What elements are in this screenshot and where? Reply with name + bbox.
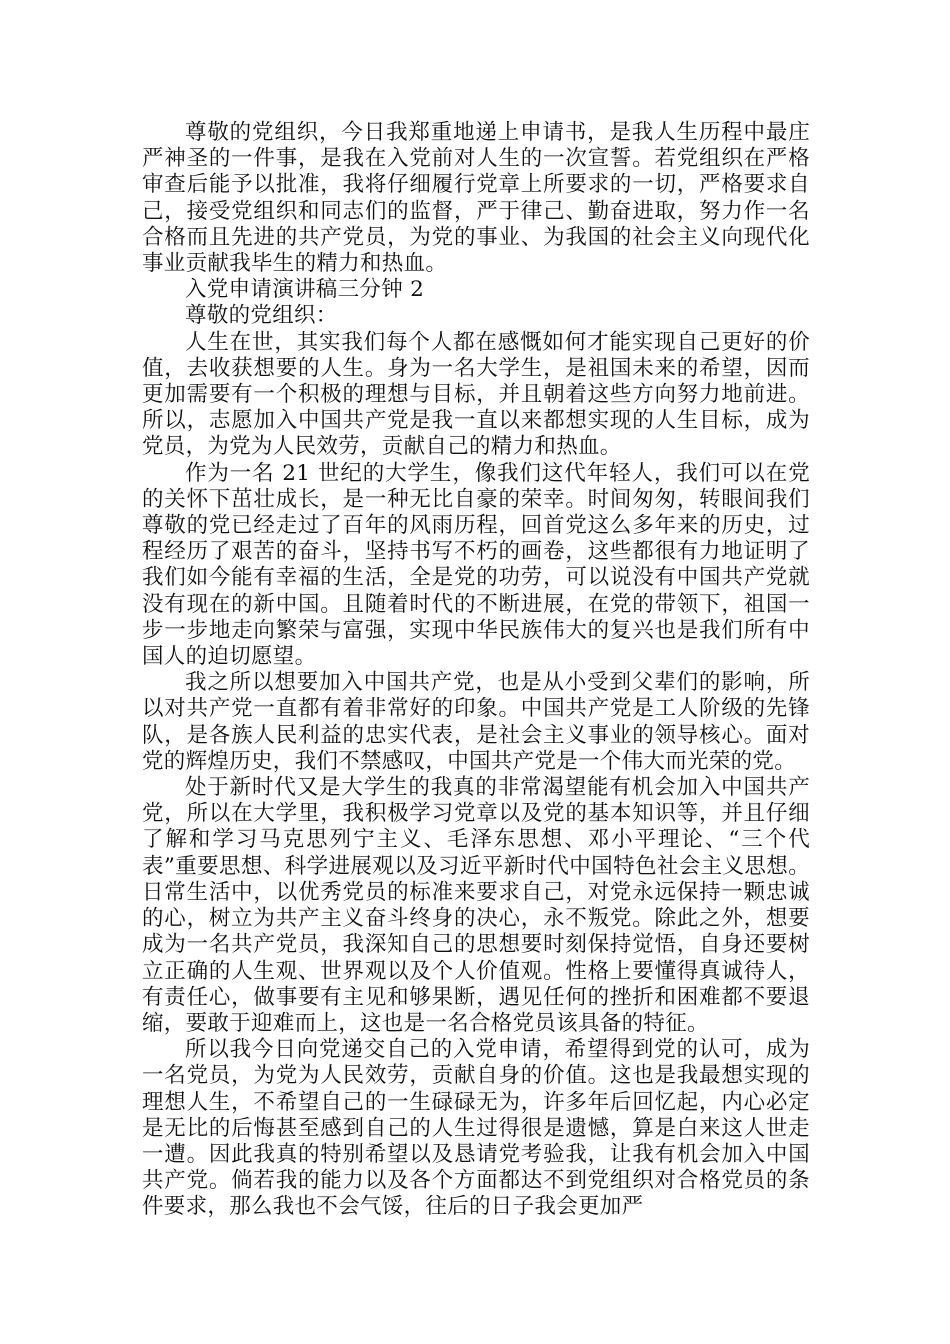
paragraph-intro: 人生在世，其实我们每个人都在感慨如何才能实现自己更好的价值，去收获想要的人生。身为一名大学生，是祖国未来的希望，因而更加需要有一个积极的理想与目标，并且朝着这些方向努力地前进。所以，志愿加入中国共产党是我一直以来都想实现的人生目标，成为党员，为党为人民效劳，贡献自己的精力和热血。: [142, 329, 810, 460]
salutation: 尊敬的党组织：: [185, 303, 338, 329]
paragraph-influence: 我之所以想要加入中国共产党，也是从小受到父辈们的影响，所以对共产党一直都有着非常好的印象。中国共产党是工人阶级的先锋队，是各族人民利益的忠实代表，是社会主义事业的领导核心。面对党的辉煌历史，我们不禁感叹，中国共产党是一个伟大而光荣的党。: [142, 670, 810, 774]
paragraph-application: 所以我今日向党递交自己的入党申请，希望得到党的认可，成为一名党员，为党为人民效劳，贡献自身的价值。这也是我最想实现的理想人生，不希望自己的一生碌碌无为，许多年后回忆起，内心必定是无比的后悔甚至感到自己的人生过得很是遗憾，算是白来这人世走一遭。因此我真的特别希望以及恳请党考验我，让我有机会加入中国共产党。倘若我的能力以及各个方面都达不到党组织对合格党员的条件要求，那么我也不会气馁，往后的日子我会更加严: [142, 1037, 810, 1220]
section-heading: 入党申请演讲稿三分钟 2: [185, 277, 425, 303]
paragraph-history: 作为一名 21 世纪的大学生，像我们这代年轻人，我们可以在党的关怀下茁壮成长，是一种无比自豪的荣幸。时间匆匆，转眼间我们尊敬的党已经走过了百年的风雨历程，回首党这么多年来的历史，过程经历了艰苦的奋斗，坚持书写不朽的画卷，这些都很有力地证明了我们如今能有幸福的生活，全是党的功劳，可以说没有中国共产党就没有现在的新中国。且随着时代的不断进展，在党的带领下，祖国一步一步地走向繁荣与富强，实现中华民族伟大的复兴也是我们所有中国人的迫切愿望。: [142, 460, 810, 670]
document-body: [142, 120, 810, 1221]
paragraph-study: 处于新时代又是大学生的我真的非常渴望能有机会加入中国共产党，所以在大学里，我积极学习党章以及党的基本知识等，并且仔细了解和学习马克思列宁主义、毛泽东思想、邓小平理论、“三个代表”重要思想、科学进展观以及习近平新时代中国特色社会主义思想。日常生活中，以优秀党员的标准来要求自己，对党永远保持一颗忠诚的心，树立为共产主义奋斗终身的决心，永不叛党。除此之外，想要成为一名共产党员，我深知自己的思想要时刻保持觉悟，自身还要树立正确的人生观、世界观以及个人价值观。性格上要懂得真诚待人，有责任心，做事要有主见和够果断，遇见任何的挫折和困难都不要退缩，要敢于迎难而上，这也是一名合格党员该具备的特征。: [142, 775, 810, 1036]
paragraph-oath: 尊敬的党组织，今日我郑重地递上申请书，是我人生历程中最庄严神圣的一件事，是我在入党前对人生的一次宣誓。若党组织在严格审查后能予以批准，我将仔细履行党章上所要求的一切，严格要求自己，接受党组织和同志们的监督，严于律己、勤奋进取，努力作一名合格而且先进的共产党员，为党的事业、为我国的社会主义向现代化事业贡献我毕生的精力和热血。: [142, 120, 810, 277]
